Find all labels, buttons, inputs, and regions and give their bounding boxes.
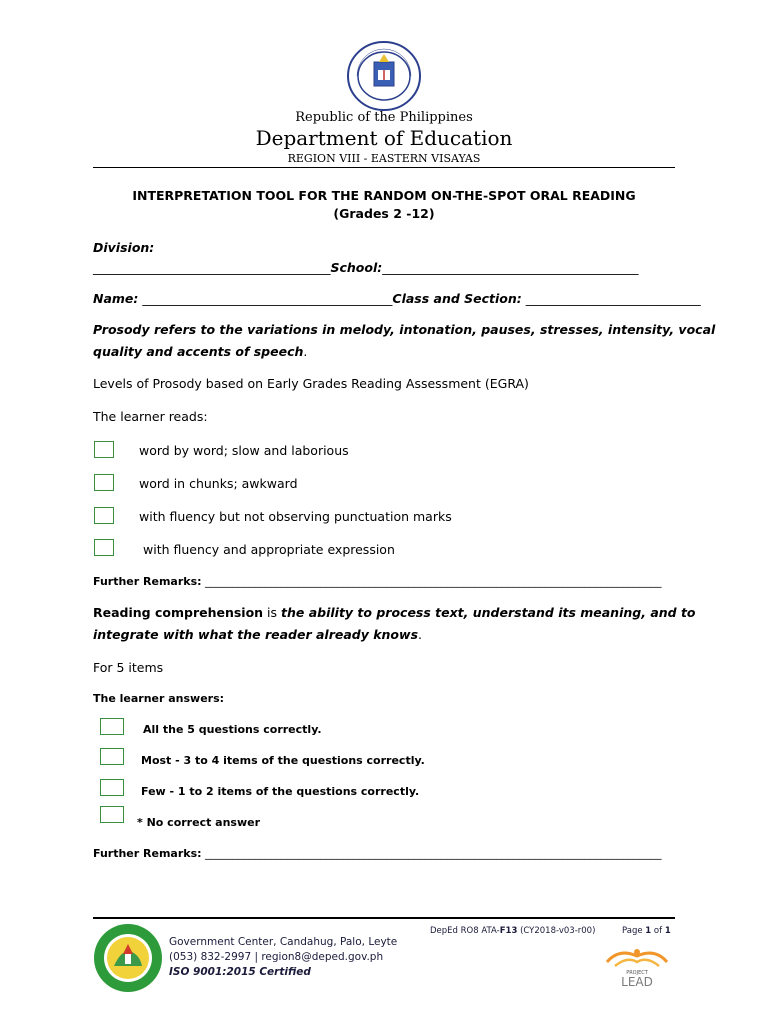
school-label: School: [330, 260, 383, 275]
prosody-definition-2 [93, 344, 307, 359]
footer-iso: ISO 9001:2015 Certified [169, 966, 311, 978]
name-class-line [93, 291, 701, 306]
comprehension-definition-1 [93, 605, 696, 620]
footer-divider [93, 917, 675, 919]
learner-reads-label: The learner reads: [93, 409, 208, 424]
prosody-definition-2-text: quality and accents of speech [93, 344, 304, 359]
division-label: Division: [93, 240, 155, 255]
prosody-checkbox-3[interactable] [94, 507, 114, 524]
page-number [622, 926, 671, 936]
comprehension-option-3: Few - 1 to 2 items of the questions correctly. [141, 785, 420, 798]
comprehension-def-text-1: the ability to process text, understand its meaning, and to [281, 605, 696, 620]
prosody-option-2: word in chunks; awkward [139, 476, 298, 491]
comprehension-term: Reading comprehension [93, 605, 264, 620]
comprehension-option-2: Most - 3 to 4 items of the questions correctly. [141, 754, 425, 767]
page-current: 1 [645, 926, 652, 936]
division-school-line [93, 260, 639, 275]
prosody-checkbox-1[interactable] [94, 441, 114, 458]
comprehension-period: . [418, 627, 422, 642]
footer-address: Government Center, Candahug, Palo, Leyte [169, 936, 398, 948]
department-heading: Department of Education [255, 126, 513, 150]
learner-answers-label: The learner answers: [93, 692, 225, 705]
doc-code-prefix: DepEd RO8 ATA- [430, 926, 500, 936]
project-lead-logo [601, 942, 673, 990]
doc-code-version: (CY2018-v03-r00) [517, 926, 596, 936]
form-subtitle: (Grades 2 -12) [333, 206, 435, 221]
deped-seal [345, 40, 423, 112]
prosody-period: . [303, 344, 308, 359]
comprehension-remarks-line [93, 847, 662, 860]
comprehension-def-text-2: integrate with what the reader already knows [93, 627, 419, 642]
republic-heading: Republic of the Philippines [295, 110, 473, 125]
division-field[interactable]: ______________________________________ [93, 260, 331, 275]
prosody-option-1: word by word; slow and laborious [139, 443, 349, 458]
page-label: Page [622, 926, 646, 936]
comprehension-remarks-field[interactable]: ___________________________________________________________________________________ [201, 847, 662, 860]
prosody-definition-1: Prosody refers to the variations in melody, intonation, pauses, stresses, intensity, vocal [93, 322, 716, 337]
prosody-checkbox-2[interactable] [94, 474, 114, 491]
name-field[interactable]: ________________________________________ [138, 291, 393, 306]
page-total: 1 [664, 926, 671, 936]
comprehension-option-4: * No correct answer [137, 816, 261, 829]
prosody-remarks-line [93, 575, 662, 588]
comprehension-option-1: All the 5 questions correctly. [143, 723, 322, 736]
form-title: INTERPRETATION TOOL FOR THE RANDOM ON-THE-SPOT ORAL READING [132, 188, 636, 203]
page-of: of [651, 926, 665, 936]
prosody-option-3: with fluency but not observing punctuation marks [139, 509, 452, 524]
name-label: Name: [93, 291, 139, 306]
comprehension-is: is [263, 605, 282, 620]
comprehension-checkbox-3[interactable] [100, 779, 124, 796]
class-section-field[interactable]: ____________________________ [521, 291, 701, 306]
prosody-levels-heading: Levels of Prosody based on Early Grades Reading Assessment (EGRA) [93, 376, 529, 391]
comprehension-checkbox-1[interactable] [100, 718, 124, 735]
region-heading: REGION VIII - EASTERN VISAYAS [287, 152, 481, 165]
prosody-remarks-field[interactable]: ___________________________________________________________________________________ [201, 575, 662, 588]
footer-contact: (053) 832-2997 | region8@deped.gov.ph [169, 951, 384, 963]
comprehension-checkbox-4[interactable] [100, 806, 124, 823]
class-section-label: Class and Section: [392, 291, 522, 306]
comprehension-checkbox-2[interactable] [100, 748, 124, 765]
region-seal [92, 922, 164, 994]
prosody-remarks-label: Further Remarks: [93, 575, 202, 588]
comprehension-remarks-label: Further Remarks: [93, 847, 202, 860]
prosody-checkbox-4[interactable] [94, 539, 114, 556]
header-divider [93, 167, 675, 168]
project-label: PROJECT [626, 970, 648, 976]
lead-label: LEAD [621, 975, 653, 989]
comprehension-definition-2 [93, 627, 422, 642]
items-note: For 5 items [93, 660, 164, 675]
doc-code-form: F13 [499, 926, 518, 936]
school-field[interactable]: _________________________________________ [382, 260, 639, 275]
prosody-option-4: with fluency and appropriate expression [143, 542, 395, 557]
doc-code-line [430, 926, 595, 936]
